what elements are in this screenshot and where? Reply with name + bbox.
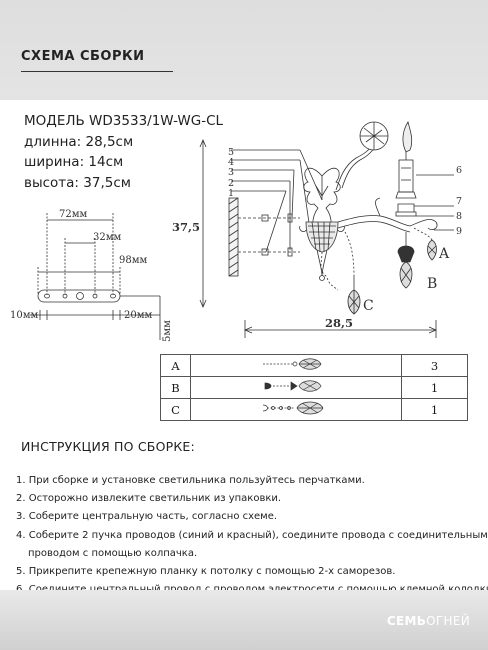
part-letter: B: [161, 377, 191, 399]
wall-section: [229, 198, 238, 276]
part-letter: C: [161, 399, 191, 421]
callout-3: 3: [228, 167, 235, 178]
brand-logo: [387, 614, 470, 628]
callout-9: 9: [456, 226, 463, 237]
page-title: СХЕМА СБОРКИ: [21, 49, 145, 64]
plate-center-hole-icon: [77, 293, 84, 300]
height-dimension: [172, 140, 206, 307]
crystal-pendant-c-icon: [261, 399, 331, 417]
part-image-cell: [191, 355, 402, 377]
instructions-list: [16, 472, 488, 599]
dim-72-label: 72мм: [59, 209, 88, 220]
crystal-bowl: [300, 222, 345, 252]
dim-32-label: 32мм: [93, 232, 122, 243]
part-label-a: A: [439, 246, 450, 262]
footer-banner: [0, 590, 488, 650]
dim-5-label: 5мм: [162, 320, 173, 342]
part-qty: 1: [402, 377, 468, 399]
crystal-pendant-b-icon: [261, 377, 331, 395]
callout-2: 2: [228, 178, 235, 189]
dim-10-label: 10мм: [10, 310, 39, 321]
mounting-screws: [238, 214, 300, 256]
dim-98-label: 98мм: [119, 255, 148, 266]
width-spec: ширина: 14см: [24, 154, 124, 170]
parts-table: [160, 354, 468, 421]
mounting-plate-diagram: [10, 209, 173, 342]
part-image-cell: [191, 377, 402, 399]
callout-5: 5: [228, 147, 235, 158]
height-spec: высота: 37,5см: [24, 174, 131, 191]
part-image-cell: [191, 399, 402, 421]
right-callouts: [414, 165, 462, 237]
length-spec: длинна: 28,5см: [24, 133, 134, 150]
brand-rest: ОГНЕЙ: [426, 614, 470, 628]
height-value: 37,5: [172, 220, 201, 234]
instruction-step: 5. Прикрепите крепежную планку к потолку с помощью 2-х саморезов.: [16, 566, 396, 578]
part-qty: 1: [402, 399, 468, 421]
callout-8: 8: [456, 211, 463, 222]
brand-bold: СЕМЬ: [386, 614, 427, 628]
upper-arm: [336, 122, 388, 190]
pendant-a: [414, 228, 450, 262]
part-qty: 3: [402, 355, 468, 377]
part-letter: A: [161, 355, 191, 377]
instruction-step: 4. Соберите 2 пучка проводов (синий и красный), соедините провода с соединительным: [16, 529, 488, 541]
table-row: [161, 355, 468, 377]
crystal-pendant-a-icon: [261, 355, 331, 373]
width-value: 28,5: [325, 316, 354, 330]
part-label-c: C: [363, 298, 374, 314]
model-label: МОДЕЛЬ WD3533/1W-WG-CL: [24, 113, 224, 129]
dim-20-label: 20мм: [124, 310, 153, 321]
instruction-step: 1. При сборке и установке светильника пользуйтесь перчатками.: [16, 475, 365, 486]
instruction-step-continuation: проводом с помощью колпачка.: [28, 547, 198, 559]
callout-6: 6: [456, 165, 463, 176]
instruction-step: 3. Соберите центральную часть, согласно схеме.: [16, 511, 278, 523]
part-label-b: B: [427, 276, 438, 292]
callout-4: 4: [228, 157, 235, 168]
table-row: [161, 377, 468, 399]
instructions-title: ИНСТРУКЦИЯ ПО СБОРКЕ:: [21, 439, 195, 454]
callout-7: 7: [456, 196, 463, 207]
callout-1: 1: [228, 188, 235, 199]
width-dimension: [245, 316, 436, 338]
mounting-plate: [38, 290, 120, 302]
table-row: [161, 399, 468, 421]
instruction-step: 2. Осторожно извлеките светильник из упаковки.: [16, 493, 282, 505]
